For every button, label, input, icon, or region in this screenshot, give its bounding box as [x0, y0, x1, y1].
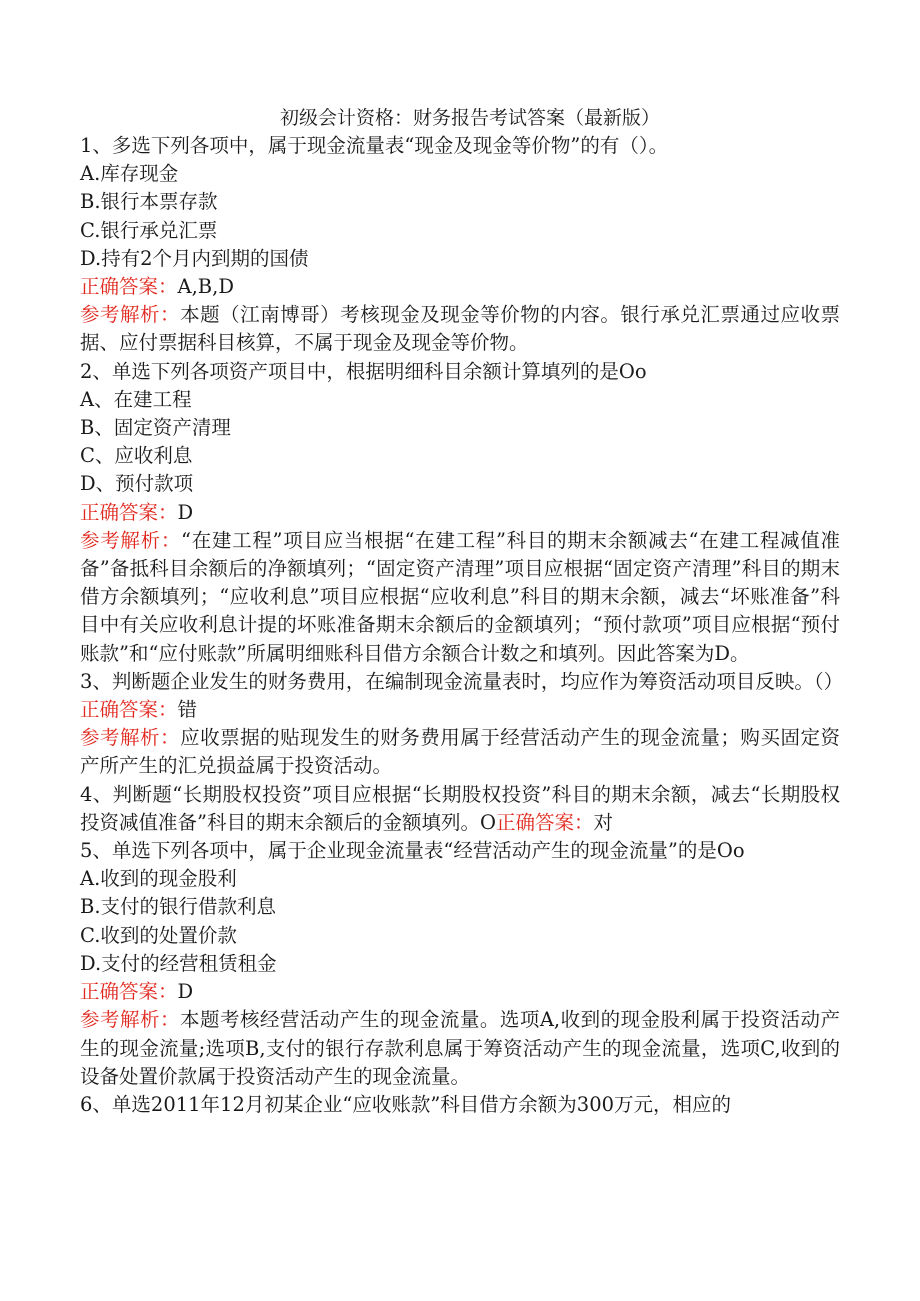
answer-label: 正确答案： — [495, 810, 594, 834]
question-5-answer — [80, 978, 840, 1006]
question-4-answer-value: 对 — [593, 810, 613, 834]
question-5-analysis-text: 本题考核经营活动产生的现金流量。选项A,收到的现金股利属于投资活动产生的现金流量;选项B,支付的银行存款利息属于筹资活动产生的现金流量，选项C,收到的设备处置价款属于投资活动产生的现金流量。 — [80, 1008, 840, 1088]
question-1-analysis — [80, 301, 840, 357]
question-3-analysis — [80, 724, 840, 780]
question-2-analysis — [80, 527, 840, 668]
question-1-stem: 1、多选下列各项中，属于现金流量表“现金及现金等价物”的有（）。 — [80, 134, 669, 157]
document-page — [80, 104, 844, 1119]
question-5-option-b: B.支付的银行借款利息 — [80, 895, 277, 919]
question-2-option-b: B、固定资产清理 — [80, 416, 231, 440]
question-2-option-c: C、应收利息 — [80, 444, 193, 468]
answer-label: 正确答案： — [80, 698, 178, 722]
question-2-answer-value: D — [177, 500, 194, 524]
question-1-answer-value: A,B,D — [177, 275, 234, 299]
question-5-option-a: A.收到的现金股利 — [80, 867, 237, 891]
question-5-answer-value: D — [177, 980, 194, 1004]
analysis-label: 参考解析： — [80, 1008, 180, 1032]
question-2-option-d: D、预付款项 — [80, 472, 194, 496]
document-title: 初级会计资格：财务报告考试答案（最新版） — [279, 107, 660, 129]
question-3-stem: 3、判断题企业发生的财务费用，在编制现金流量表时，均应作为筹资活动项目反映。（） — [80, 669, 844, 693]
question-6-stem: 6、单选2011年12月初某企业“应收账款”科目借方余额为300万元，相应的 — [80, 1092, 732, 1116]
question-1-answer — [80, 273, 840, 301]
question-3-answer — [80, 696, 840, 724]
answer-label: 正确答案： — [80, 275, 178, 299]
question-1-option-d: D.持有2个月内到期的国债 — [80, 246, 309, 270]
analysis-label: 参考解析： — [80, 303, 181, 327]
question-5-option-d: D.支付的经营租赁租金 — [80, 951, 277, 975]
question-2-answer — [80, 499, 840, 527]
answer-label: 正确答案： — [80, 500, 178, 524]
question-2-analysis-text: “在建工程”项目应当根据“在建工程”科目的期末余额减去“在建工程减值准备”备抵科目余额后的净额填列；“固定资产清理”项目应根据“固定资产清理”科目的期末借方余额填列；“应收利息”项目应根据“应收利息”科目的期末余额，减去“坏账准备”科目中有关应收利息计提的坏账准备期末余额后的金额填列；“预付款项”项目应根据“预付账款”和“应付账款”所属明细账科目借方余额合计数之和填列。因此答案为D。 — [80, 528, 840, 665]
question-1-option-b: B.银行本票存款 — [80, 190, 218, 214]
question-5-analysis — [80, 1006, 840, 1091]
question-1-option-c: C.银行承兑汇票 — [80, 218, 218, 242]
question-2-option-a: A、在建工程 — [80, 387, 192, 411]
answer-label: 正确答案： — [80, 980, 178, 1004]
question-5-option-c: C.收到的处置价款 — [80, 923, 237, 947]
analysis-label: 参考解析： — [80, 528, 182, 552]
question-5-stem: 5、单选下列各项中，属于企业现金流量表“经营活动产生的现金流量”的是Oo — [80, 839, 745, 863]
question-3-answer-value: 错 — [177, 698, 198, 722]
question-2-stem: 2、单选下列各项资产项目中，根据明细科目余额计算填列的是Oo — [80, 359, 647, 383]
question-4-stem-text: 4、判断题“长期股权投资”项目应根据“长期股权投资”科目的期末余额，减去“长期股权投资减值准备”科目的期末余额后的金额填列。O — [80, 782, 840, 834]
question-4-stem — [80, 781, 840, 837]
question-1-analysis-text: 本题（江南博哥）考核现金及现金等价物的内容。银行承兑汇票通过应收票据、应付票据科目核算，不属于现金及现金等价物。 — [80, 303, 840, 355]
question-1-option-a: A.库存现金 — [80, 162, 179, 186]
analysis-label: 参考解析： — [80, 726, 181, 750]
question-3-analysis-text: 应收票据的贴现发生的财务费用属于经营活动产生的现金流量；购买固定资产所产生的汇兑损益属于投资活动。 — [80, 726, 840, 778]
